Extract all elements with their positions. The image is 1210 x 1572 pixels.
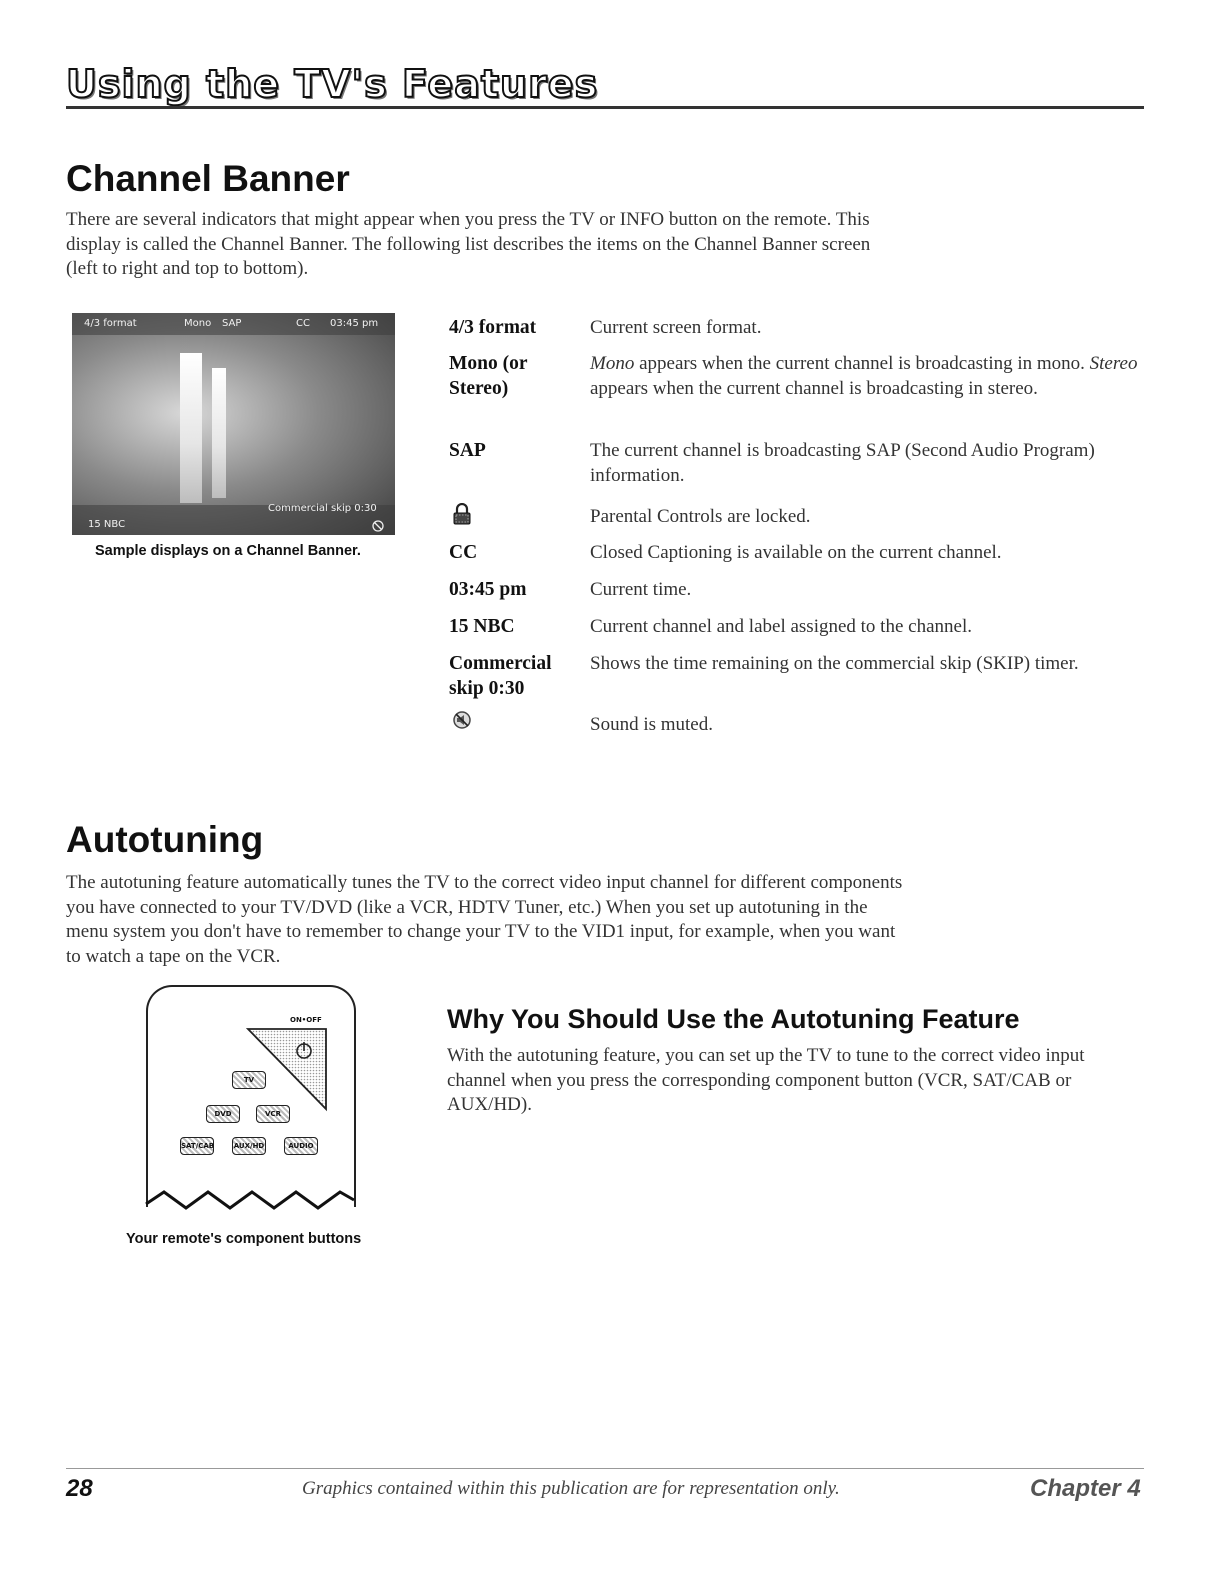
autotuning-heading: Autotuning bbox=[66, 819, 264, 860]
autotuning-body: With the autotuning feature, you can set up the TV to tune to the correct video input channel when you press the corresponding component button (VCR, SAT/CAB or AUX/HD). bbox=[447, 1045, 1085, 1115]
tv-button: TV bbox=[232, 1071, 266, 1089]
header-rule bbox=[66, 106, 1144, 109]
audio-button: AUDIO bbox=[284, 1137, 318, 1155]
lock-icon bbox=[452, 503, 472, 525]
desc-sap: The current channel is broadcasting SAP (Second Audio Program) information. bbox=[590, 440, 1095, 486]
mute-icon bbox=[452, 710, 472, 730]
banner-audio-text: Mono bbox=[184, 318, 212, 329]
aux-hd-button: AUX/HD bbox=[232, 1137, 266, 1155]
banner-channel-text: 15 NBC bbox=[88, 519, 126, 530]
power-button bbox=[246, 1027, 330, 1113]
banner-time-text: 03:45 pm bbox=[330, 318, 379, 329]
stereo-italic: Stereo bbox=[1089, 353, 1138, 374]
desc-mono bbox=[590, 352, 1150, 401]
desc-cc: Closed Captioning is available on the current channel. bbox=[590, 542, 1002, 563]
channel-banner-heading: Channel Banner bbox=[66, 158, 350, 199]
banner-sap-text: SAP bbox=[222, 318, 242, 329]
term-sap: SAP bbox=[449, 440, 486, 461]
mono-desc-text: appears when the current channel is broadcasting in mono. bbox=[634, 353, 1090, 374]
page-number: 28 bbox=[66, 1475, 93, 1502]
term-channel: 15 NBC bbox=[449, 616, 515, 637]
desc-lock: Parental Controls are locked. bbox=[590, 506, 811, 527]
footer-note: Graphics contained within this publication are for representation only. bbox=[302, 1478, 840, 1499]
remote-caption: Your remote's component buttons bbox=[126, 1231, 362, 1247]
term-cc: CC bbox=[449, 542, 478, 563]
channel-banner-image bbox=[72, 313, 395, 535]
desc-format: Current screen format. bbox=[590, 317, 762, 338]
term-commercial: Commercial skip 0:30 bbox=[449, 653, 552, 699]
desc-mute: Sound is muted. bbox=[590, 714, 713, 735]
waterfall-graphic bbox=[212, 368, 226, 498]
desc-time: Current time. bbox=[590, 579, 692, 600]
dvd-button: DVD bbox=[206, 1105, 240, 1123]
desc-commercial: Shows the time remaining on the commercial skip (SKIP) timer. bbox=[590, 653, 1079, 674]
on-off-label: ON•OFF bbox=[290, 1016, 322, 1024]
autotuning-subheading: Why You Should Use the Autotuning Feature bbox=[447, 1004, 1020, 1034]
term-mono: Mono (or Stereo) bbox=[449, 353, 528, 399]
term-format: 4/3 format bbox=[449, 317, 537, 338]
banner-mute-icon bbox=[372, 517, 384, 529]
desc-channel: Current channel and label assigned to the channel. bbox=[590, 616, 972, 637]
stereo-desc-text: appears when the current channel is broadcasting in stereo. bbox=[590, 377, 1038, 399]
remote-illustration bbox=[146, 985, 356, 1207]
waterfall-graphic bbox=[180, 353, 202, 503]
channel-banner-caption: Sample displays on a Channel Banner. bbox=[95, 543, 361, 559]
channel-banner-intro: There are several indicators that might appear when you press the TV or INFO button on the remote. This display is called the Channel Banner. The following list describes the items on the Channel Banner screen (left to right and top to bottom). bbox=[66, 209, 871, 279]
mono-italic: Mono bbox=[590, 353, 635, 374]
term-time: 03:45 pm bbox=[449, 579, 527, 600]
banner-format-text: 4/3 format bbox=[84, 318, 137, 329]
banner-cc-text: CC bbox=[296, 318, 310, 329]
autotuning-intro: The autotuning feature automatically tunes the TV to the correct video input channel for different components you have connected to your TV/DVD (like a VCR, HDTV Tuner, etc.) When you set up autotuning in the menu system you don't have to remember to change your TV to the VID1 input, for example, when you want to watch a tape on the VCR. bbox=[66, 872, 903, 967]
remote-cutoff-line bbox=[144, 1186, 356, 1216]
running-head: Using the TV's Features bbox=[66, 62, 599, 106]
footer-rule bbox=[66, 1468, 1144, 1469]
chapter-label: Chapter 4 bbox=[1030, 1475, 1141, 1502]
vcr-button: VCR bbox=[256, 1105, 290, 1123]
sat-cab-button: SAT/CAB bbox=[180, 1137, 214, 1155]
banner-commercial-text: Commercial skip 0:30 bbox=[268, 503, 377, 514]
